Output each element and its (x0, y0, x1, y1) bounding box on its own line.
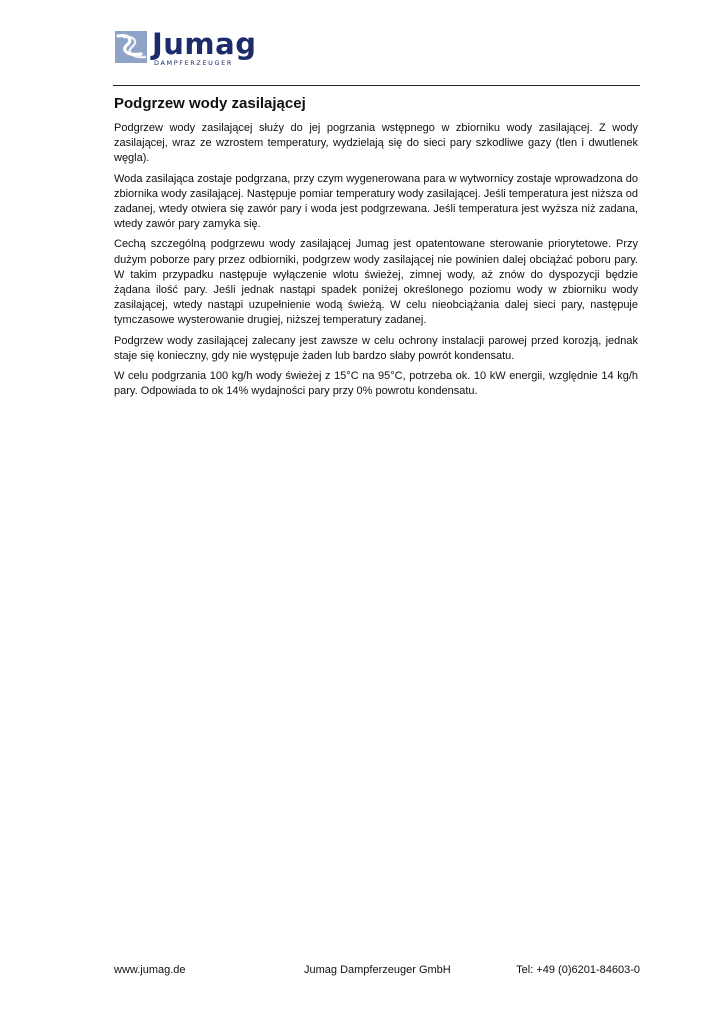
company-logo (115, 27, 257, 67)
paragraph-5: W celu podgrzania 100 kg/h wody świeżej z 15°C na 95°C, potrzeba ok. 10 kW energii, względnie 14 kg/h pary. Odpowiada to ok 14% wydajności pary przy 0% powrotu kondensatu. (114, 370, 638, 398)
paragraph-1: Podgrzew wody zasilającej służy do jej pogrzania wstępnego w zbiorniku wody zasilającej. Z wody zasilającej, wraz ze wzrostem temperatury, wydzielają się do sieci pary szkodliwe gazy (tlen i dwutlenek węgla). (114, 122, 638, 165)
footer-website: www.jumag.de (114, 964, 186, 976)
document-title: Podgrzew wody zasilającej (114, 95, 306, 112)
paragraph-4: Podgrzew wody zasilającej zalecany jest zawsze w celu ochrony instalacji parowej przed korozją, jednak staje się konieczny, gdy nie występuje żaden lub bardzo słaby powrót kondensatu. (114, 334, 638, 362)
document-body (114, 95, 638, 404)
paragraph-3: Cechą szczególną podgrzewu wody zasilającej Jumag jest opatentowane sterowanie priorytetowe. Przy dużym poborze pary przez odbiorniki, podgrzew wody zasilającej nie powinien dalej obciążać poboru pary. W takim przypadku następuje wyłączenie wlotu świeżej, zimnej wody, aż znów do dyspozycji będzie żądana ilość pary. Jeśli jednak nastąpi spadek poniżej określonego poziomu wody w zbiorniku wody zasilającej, wtedy nastąpi uzupełnienie wodą świeżą. W celu nieobciążania dalej sieci pary, następuje tymczasowe wysterowanie drugiej, niższej temperatury zadanej. (114, 238, 638, 327)
logo-subtitle: DAMPFERZEUGER (154, 59, 234, 67)
paragraph-2: Woda zasilająca zostaje podgrzana, przy czym wygenerowana para w wytwornicy zostaje wprowadzona do zbiornika wody zasilającej. Następuje pomiar temperatury wody zasilającej. Jeśli temperatura jest niższa od zadanej, wtedy otwiera się zawór pary i woda jest podgrzewana. Jeśli temperatura jest wyższa niż zadana, wtedy zawór pary zamyka się. (114, 172, 638, 231)
footer-company: Jumag Dampferzeuger GmbH (304, 964, 451, 976)
logo-wordmark: Jumag (152, 27, 257, 61)
logo-text (152, 27, 257, 67)
page-footer (114, 962, 640, 978)
footer-phone: Tel: +49 (0)6201-84603-0 (516, 964, 640, 976)
header-divider (113, 85, 640, 86)
jumag-logo-icon (115, 31, 147, 63)
